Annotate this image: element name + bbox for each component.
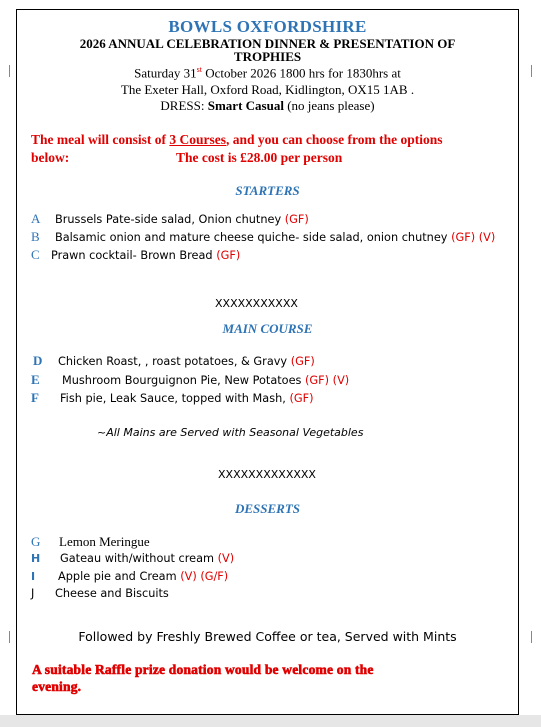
menu-item-j xyxy=(31,587,169,600)
item-text: Prawn cocktail- Brown Bread xyxy=(51,249,217,262)
menu-item-g xyxy=(31,534,150,550)
mains-note: ~All Mains are Served with Seasonal Vegetables xyxy=(97,426,364,439)
item-letter: D xyxy=(33,353,43,368)
item-text: Apple pie and Cream xyxy=(58,570,181,583)
item-tags: (GF) xyxy=(284,213,309,226)
item-tags: (V) xyxy=(217,552,235,565)
item-letter: G xyxy=(31,534,41,549)
item-tags: (GF) xyxy=(216,249,241,262)
intro-line2-start: below: xyxy=(31,150,70,165)
intro-line1 xyxy=(31,132,443,148)
event-date xyxy=(16,65,519,81)
menu-item-c xyxy=(31,247,240,263)
item-text: Balsamic onion and mature cheese quiche- side salad, onion chutney xyxy=(55,231,452,244)
item-letter: J xyxy=(31,587,35,600)
menu-item-e xyxy=(31,372,349,388)
event-dress-code xyxy=(16,98,519,114)
intro-part2: , and you can choose from the options xyxy=(226,132,443,147)
separator: XXXXXXXXXXX xyxy=(215,297,298,310)
item-text: Gateau with/without cream xyxy=(60,552,218,565)
event-subtitle-line2: TROPHIES xyxy=(233,49,302,64)
menu-item-i xyxy=(31,570,228,583)
item-text: Mushroom Bourguignon Pie, New Potatoes xyxy=(62,374,306,387)
item-letter: E xyxy=(31,372,40,387)
date-suffix: st xyxy=(196,65,202,74)
item-text: Lemon Meringue xyxy=(59,534,150,549)
margin-marker xyxy=(531,631,532,643)
menu-item-a xyxy=(31,211,309,227)
item-tags: (GF) xyxy=(290,355,315,368)
raffle-line1: A suitable Raffle prize donation would be welcome on the xyxy=(32,662,374,677)
item-letter: A xyxy=(31,211,41,226)
intro-courses: 3 Courses xyxy=(169,132,226,147)
item-text: Fish pie, Leak Sauce, topped with Mash, xyxy=(60,392,290,405)
menu-item-h xyxy=(31,552,234,565)
item-tags: (GF) (V) xyxy=(451,231,496,244)
menu-item-d xyxy=(33,353,315,369)
item-text: Cheese and Biscuits xyxy=(55,587,169,600)
item-letter: I xyxy=(31,570,36,583)
item-text: Brussels Pate-side salad, Onion chutney xyxy=(55,213,285,226)
item-letter: F xyxy=(31,390,39,405)
event-subtitle-line1: 2026 ANNUAL CELEBRATION DINNER & PRESENTATION OF xyxy=(79,36,456,51)
separator: XXXXXXXXXXXXX xyxy=(218,468,316,481)
desserts-heading: DESSERTS xyxy=(234,501,301,516)
page-gutter xyxy=(0,715,541,727)
margin-marker xyxy=(9,65,10,77)
item-letter: H xyxy=(31,552,41,565)
dress-value: Smart Casual xyxy=(207,98,284,113)
item-tags: (V) (G/F) xyxy=(180,570,229,583)
intro-part1: The meal will consist of xyxy=(31,132,170,147)
closing-note: Followed by Freshly Brewed Coffee or tea, Served with Mints xyxy=(78,629,457,644)
starters-heading: STARTERS xyxy=(235,183,300,198)
main-course-heading: MAIN COURSE xyxy=(222,321,313,336)
event-title: BOWLS OXFORDSHIRE xyxy=(168,17,367,36)
date-day: Saturday 31 xyxy=(134,65,197,81)
intro-cost: The cost is £28.00 per person xyxy=(176,150,343,165)
item-letter: C xyxy=(31,247,40,262)
margin-marker xyxy=(531,65,532,77)
event-subtitle xyxy=(16,37,519,63)
date-rest: October 2026 1800 hrs for 1830hrs at xyxy=(201,65,401,81)
menu-item-b xyxy=(31,229,495,245)
dress-note: (no jeans please) xyxy=(283,98,375,113)
margin-marker xyxy=(9,631,10,643)
item-tags: (GF) xyxy=(289,392,314,405)
item-letter: B xyxy=(31,229,40,244)
raffle-line2: evening. xyxy=(32,679,82,694)
dress-label: DRESS: xyxy=(160,98,208,113)
menu-item-f xyxy=(31,390,314,406)
item-text: Chicken Roast, , roast potatoes, & Gravy xyxy=(58,355,291,368)
item-tags: (GF) (V) xyxy=(305,374,350,387)
event-venue: The Exeter Hall, Oxford Road, Kidlington, OX15 1AB . xyxy=(120,82,415,97)
